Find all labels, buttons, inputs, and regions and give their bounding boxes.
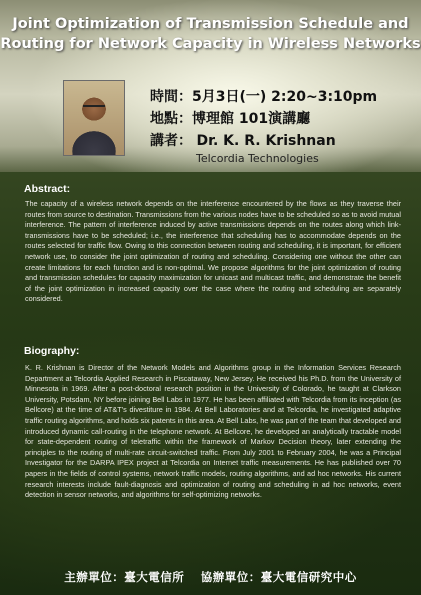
cohost-organizer: 協辦單位：臺大電信研究中心 — [200, 570, 357, 584]
event-info — [150, 86, 378, 165]
event-venue — [150, 108, 377, 130]
event-speaker — [150, 130, 377, 152]
biography-text: K. R. Krishnan is Director of the Network Models and Algorithms group in the Information Services Research Department at Telcordia Applied Research in Piscataway, New Jersey. He received his Ph.D. from the University of Minnesota in 1969. After a post-doctoral research position in the University of Colorado, he taught at Clarkson University, Potsdam, NY before joining Bell Labs in 1977. He has been affiliated with Telcordia from its inception (as Bellcore) at the time of AT&T's divestiture in 1984. At Bell Laboratories and at Telcordia, he investigated adaptive traffic routing algorithms, and holds six patents in this area. At Bell Labs, he was part of the team that developed and introduced dynamic call-routing in the telephone network. At Bellcore, he developed an analytically tractable model for state-dependent routing of teletraffic within the framework of Markov Decision theory, later extending the principles to the routing of multi-rate circuit-switched traffic. From July 2001 to February 2004, he was a Principal Investigator for the DARPA IPEX project at Telcordia on Internet traffic measurements. He has published over 70 papers in the fields of control systems, network traffic models, routing algorithms, and ad hoc networks. His current research interests include fault-diagnosis and optimization of routing and scheduling in ad hoc networks, event detection in sensor networks, and algorithms for self-optimizing networks. — [25, 363, 401, 500]
abstract-heading: Abstract: — [24, 183, 71, 195]
speaker-organization: Telcordia Technologies — [196, 152, 319, 165]
talk-title-line2: Routing for Network Capacity in Wireless Networks — [0, 36, 421, 52]
talk-title — [0, 14, 421, 54]
venue-label: 地點： — [150, 111, 192, 127]
poster-footer — [0, 569, 421, 585]
biography-heading: Biography: — [24, 345, 80, 357]
venue-value: 博理館 101演講廳 — [192, 111, 311, 127]
time-label: 時間： — [150, 89, 192, 105]
speaker-photo — [63, 80, 125, 156]
speaker-glasses — [83, 105, 105, 113]
talk-title-line1: Joint Optimization of Transmission Schedule and — [12, 16, 409, 32]
speaker-label: 講者： — [150, 133, 192, 149]
host-organizer: 主辦單位：臺大電信所 — [64, 570, 185, 584]
abstract-text: The capacity of a wireless network depends on the interference encountered by the flows as they traverse their routes from source to destination. Transmissions from the various nodes have to be scheduled so as to avoid mutual interference. The pattern of interference induced by active transmissions depends on the routes along which link-transmissions have to be scheduled; i.e., the interference that scheduling has to accommodate depends on the routes selected for traffic flow. Owing to this connection between routing and scheduling, it is important, for efficient network use, to consider the joint optimization of routing and scheduling. Considering one without the other can create limitations for each function and is non-optimal. We propose algorithms for the joint optimization of routing and transmission schedules for capacity maximization for unicast and multicast traffic, and demonstrate the benefit of the joint optimization in increased capacity over the case where the routing and scheduling are separately considered. — [25, 199, 401, 304]
time-value: 5月3日(一) 2:20~3:10pm — [192, 89, 378, 105]
speaker-name: Dr. K. R. Krishnan — [196, 133, 336, 149]
poster-header — [0, 0, 421, 172]
event-time — [150, 86, 377, 108]
